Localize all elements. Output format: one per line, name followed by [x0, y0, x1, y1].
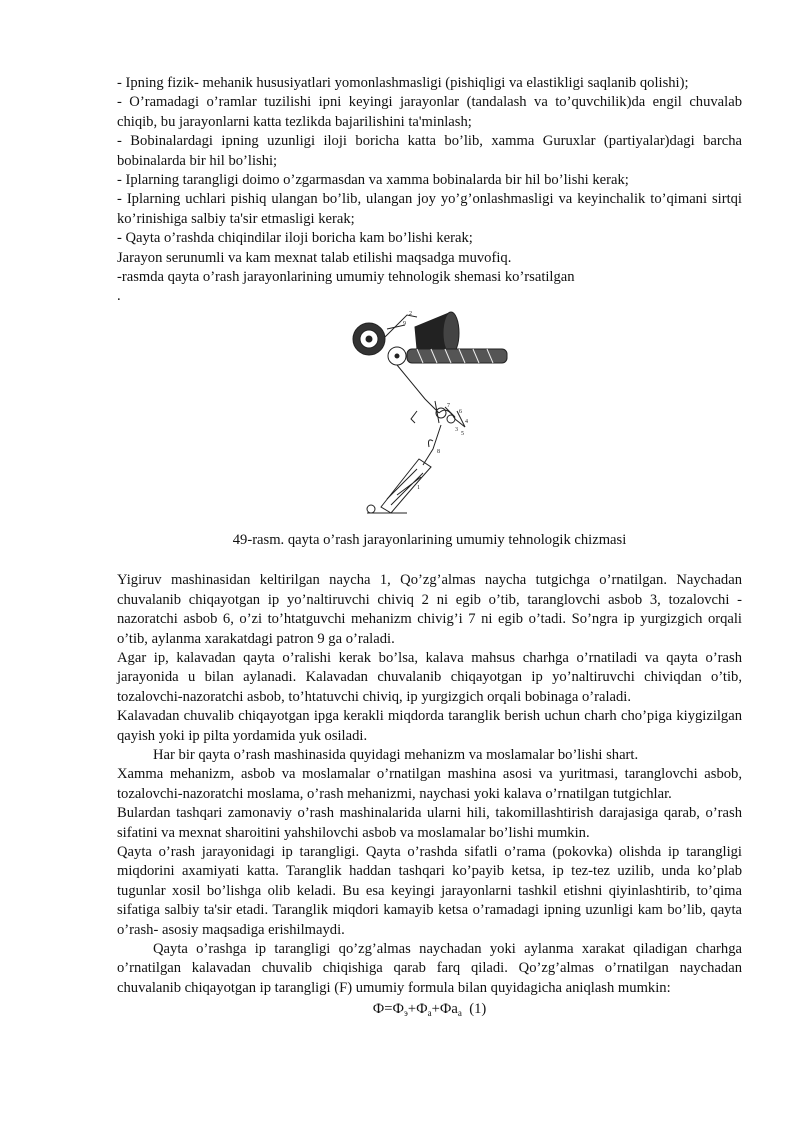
figure-label: 1: [417, 484, 420, 491]
figure-label: 6: [459, 408, 462, 415]
list-item: - Iplarning uchlari pishiq ulangan bo’lib, ulangan joy yo’g’onlashmasligi va keyinchalik to’qimani sirtqi ko’rinishiga salbiy ta'sir etmasligi kerak;: [117, 191, 742, 227]
figure-label: 3: [455, 426, 458, 433]
list-item: - Ipning fizik- mehanik hususiyatlari yomonlashmasligi (pishiqligi va elastikligi saqlanib qolishi);: [117, 75, 689, 91]
paragraph: Bulardan tashqari zamonaviy o’rash mashinalarida ularni hili, takomillashtirish darajasiga qarab, o’rash sifatini va mexnat sharoitini yahshilovchi asbob va moslamalar bo’lishi mumkin.: [117, 805, 742, 841]
figure-label: 8: [437, 448, 440, 455]
paragraph: Xamma mehanizm, asbob va moslamalar o’rnatilgan mashina asosi va yuritmasi, taranglovchi asbob, tozalovchi-nazoratchi moslama, o’rash mehanizmi, naychasi yoki kalava o’rnatilgan tutgichlar.: [117, 766, 742, 802]
take-up-cone-end: [443, 312, 459, 354]
supply-cop: [381, 459, 431, 513]
tension-formula: [117, 1000, 742, 1023]
list-item: - O’ramadagi o’ramlar tuzilishi ipni keyingi jarayonlar (tandalash va to’quvchilik)da engil chuvalab chiqib, bu jarayonlarni katta tezlikda bajarilishini ta'minlash;: [117, 94, 742, 130]
list-item: - Qayta o’rashda chiqindilar iloji boricha kam bo’lishi kerak;: [117, 230, 473, 247]
formula-part: Ф=Ф: [372, 1001, 405, 1018]
paragraph: Kalavadan chuvalib chiqayotgan ipga kerakli miqdorda taranglik berish uchun charh cho’piga kiygizilgan qayish yoki ip pilta yordamida yuk osiladi.: [117, 708, 742, 744]
drum-wheel-hub: [395, 354, 399, 358]
paragraph: Agar ip, kalavadan qayta o’ralishi kerak bo’lsa, kalava mahsus charhga o’rnatiladi va qayta o’rash jarayonida u bilan aylanadi. Kalavadan chuvalanib chiqayotgan ip yo’naltiruvchi chiviqdan o’tib, tozalovchi-nazoratchi asbob, to’htatuvchi chiviq, ip yurgizgich orqali bobinaga o’raladi.: [117, 649, 742, 705]
rewinding-scheme-figure: [117, 309, 742, 529]
formula-part: +Ф: [407, 1001, 428, 1018]
figure-label: 4: [465, 418, 468, 425]
paragraph: Yigiruv mashinasidan keltirilgan naycha 1, Qo’zg’almas naycha tutgichga o’rnatilgan. Naychadan chuvalanib chiqayotgan ip yo’naltiruvchi chiviq 2 ni egib o’tib, taranglovchi asbob 3, tozalovchi - nazoratchi asbob 6, o’zi to’htatguvchi mehanizm chivig’i 7 ni egib o’tadi. So’ngra ip yurgizgich orqali o’tib, aylanma xarakatdagi patron 9 ga o’raladi.: [117, 572, 742, 647]
guide-hook: [411, 411, 417, 423]
paragraph: Har bir qayta o’rash mashinasida quyidagi mehanizm va moslamalar bo’lishi shart.: [153, 746, 639, 763]
list-item: -rasmda qayta o’rash jarayonlarining umumiy tehnologik shemasi ko’rsatilgan: [117, 269, 575, 286]
list-item: .: [117, 288, 121, 305]
cop-holder: [367, 505, 375, 513]
paragraph: Qayta o’rash jarayonidagi ip tarangligi. Qayta o’rashda sifatli o’rama (pokovka) olishda ip tarangligi miqdorini axamiyati katta. Taranglik haddan tashqari ko’payib ketsa, ip tez-tez uzilib, unda ko’plab tugunlar xosil bo’lishga olib keladi. Bu esa keyingi jarayonlarni tashkil etishni qiyinlashtirib, to’qima sifatiga salbiy ta'sir etadi. Taranglik miqdori kamayib ketsa o’ramadagi ipning uzunligi kam bo’lib, qayta o’rash- asosiy maqsadiga erishilmaydi.: [117, 843, 742, 938]
formula-part: +Фа: [431, 1001, 458, 1018]
formula-subscript: э: [404, 1008, 408, 1019]
figure-label: 7: [447, 402, 450, 409]
body-text: [117, 571, 742, 998]
figure-label: 9: [403, 320, 406, 327]
figure-caption: 49-rasm. qayta o’rash jarayonlarining umumiy tehnologik chizmasi: [232, 531, 627, 548]
rewinding-scheme-drawing: [347, 309, 517, 519]
figure-label: 5: [461, 430, 464, 437]
formula-subscript: а: [457, 1008, 462, 1019]
paragraph: Qayta o’rashga ip tarangligi qo’zg’almas naychadan yoki aylanma xarakat qiladigan charhga o’rnatilgan kalavadan chuvalib chiqishiga qarab farq qiladi. Qo’zg’almas o’rnatilgan naychadan chuvalanib chiqayotgan ip tarangligi (F) umumiy formula bilan quyidagicha aniqlash mumkin:: [117, 941, 742, 996]
formula-subscript: а: [427, 1008, 432, 1019]
formula-number: (1): [461, 1001, 487, 1018]
figure-label: 2: [409, 310, 412, 317]
guide-rod: [429, 440, 434, 447]
supply-package-hub: [366, 336, 372, 342]
list-item: - Iplarning tarangligi doimo o’zgarmasdan va xamma bobinalarda bir hil bo’lishi kerak;: [117, 172, 629, 189]
requirements-list: [117, 74, 742, 307]
document-page: [117, 74, 742, 1024]
list-item: - Bobinalardagi ipning uzunligi iloji boricha katta bo’lib, xamma Guruxlar (partiyalar)dagi barcha bobinalarda bir hil bo’lishi;: [117, 133, 742, 169]
thread-lower: [423, 425, 441, 465]
list-item: Jarayon serunumli va kam mexnat talab etilishi maqsadga muvofiq.: [117, 249, 512, 266]
thread-upper: [397, 365, 439, 413]
